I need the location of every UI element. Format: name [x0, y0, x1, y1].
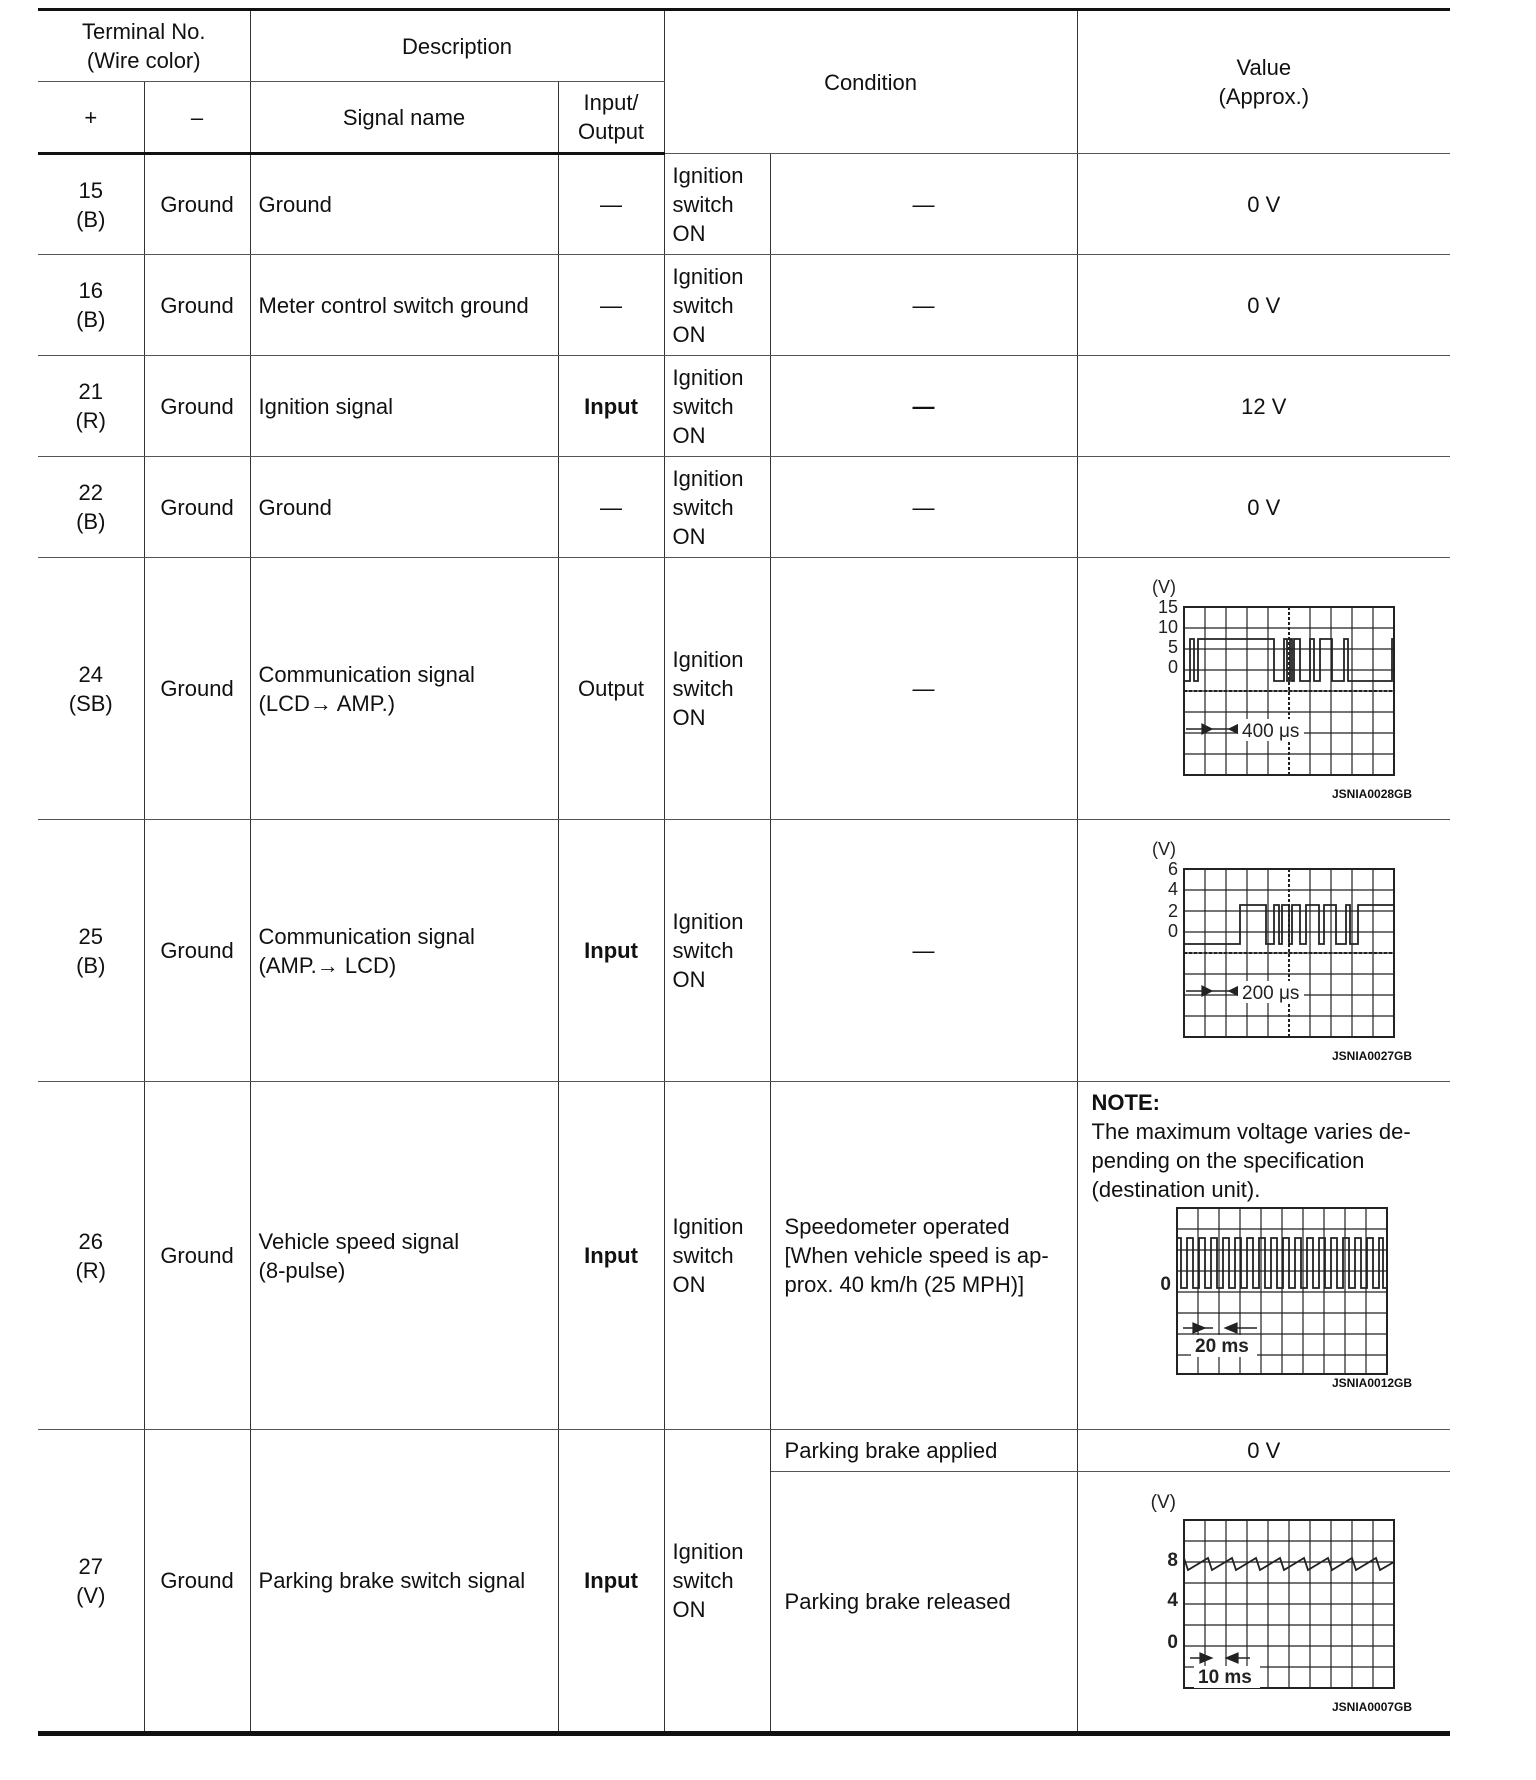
- ignition-cell: Ignition switch ON: [664, 255, 770, 356]
- terminal-cell: 27 (V): [38, 1430, 144, 1734]
- tick-label: 0: [1167, 920, 1178, 941]
- input-output-header: Input/ Output: [558, 82, 664, 154]
- figure-code: JSNIA0012GB: [1332, 1376, 1413, 1390]
- signal-name-cell: Vehicle speed signal (8-pulse): [250, 1082, 558, 1430]
- condition-cell: —: [770, 558, 1077, 820]
- condition-cell: Parking brake released: [770, 1472, 1077, 1734]
- tick-label: 0: [1167, 1631, 1178, 1653]
- condition-cell: Parking brake applied: [770, 1430, 1077, 1472]
- plus-header: +: [38, 82, 144, 154]
- io-cell: Input: [558, 820, 664, 1082]
- value-cell: [1077, 558, 1450, 820]
- signal-name-cell: Parking brake switch signal: [250, 1430, 558, 1734]
- tick-label: 10: [1157, 616, 1178, 637]
- table-row: [38, 457, 1450, 558]
- condition-cell: —: [770, 457, 1077, 558]
- axis-unit-label: (V): [1151, 838, 1176, 859]
- tick-label: 6: [1167, 858, 1178, 879]
- table-row: [38, 558, 1450, 820]
- axis-unit-label: (V): [1150, 1491, 1176, 1513]
- waveform-parking-brake: [1114, 1490, 1414, 1700]
- value-cell: 0 V: [1077, 1430, 1450, 1472]
- description-header: Description: [250, 10, 664, 82]
- tick-label: 2: [1167, 900, 1178, 921]
- signal-name-cell: Ignition signal: [250, 356, 558, 457]
- condition-cell: Speedometer operated [When vehicle speed is ap- prox. 40 km/h (25 MPH)]: [770, 1082, 1077, 1430]
- waveform-comm-lcd-amp: [1114, 577, 1414, 787]
- figure-code: JSNIA0028GB: [1332, 786, 1413, 801]
- terminal-cell: 16 (B): [38, 255, 144, 356]
- tick-label: 0: [1160, 1274, 1171, 1295]
- tick-label: 4: [1167, 1589, 1178, 1611]
- tick-label: 15: [1157, 596, 1178, 617]
- terminal-cell: 24 (SB): [38, 558, 144, 820]
- ignition-cell: Ignition switch ON: [664, 1082, 770, 1430]
- value-cell: 0 V: [1077, 457, 1450, 558]
- io-cell: —: [558, 255, 664, 356]
- io-cell: Input: [558, 1430, 664, 1734]
- value-cell: [1077, 820, 1450, 1082]
- value-cell: 12 V: [1077, 356, 1450, 457]
- table-row: [38, 255, 1450, 356]
- terminal-value-table: [38, 8, 1450, 1736]
- condition-cell: —: [770, 255, 1077, 356]
- table-row: [38, 820, 1450, 1082]
- io-cell: Output: [558, 558, 664, 820]
- ignition-cell: Ignition switch ON: [664, 154, 770, 255]
- signal-name-cell: Communication signal (AMP.→ LCD): [250, 820, 558, 1082]
- figure-code: JSNIA0027GB: [1332, 1048, 1413, 1063]
- time-scale-label: 400 μs: [1241, 720, 1300, 742]
- time-scale-label: 200 μs: [1241, 982, 1300, 1004]
- signal-name-cell: Ground: [250, 154, 558, 255]
- ignition-cell: Ignition switch ON: [664, 1430, 770, 1734]
- waveform-vehicle-speed: [1117, 1204, 1417, 1376]
- ground-cell: Ground: [144, 154, 250, 255]
- table-row: [38, 154, 1450, 255]
- table-row: [38, 1430, 1450, 1472]
- note-block: NOTE: The maximum voltage varies de- pending on the specification (destination unit).: [1091, 1090, 1411, 1202]
- value-cell: 0 V: [1077, 154, 1450, 255]
- value-cell: 0 V: [1077, 255, 1450, 356]
- minus-header: –: [144, 82, 250, 154]
- value-cell: [1077, 1472, 1450, 1734]
- terminal-cell: 26 (R): [38, 1082, 144, 1430]
- ground-cell: Ground: [144, 558, 250, 820]
- condition-cell: —: [770, 820, 1077, 1082]
- tick-label: 0: [1167, 656, 1178, 677]
- condition-cell: —: [770, 154, 1077, 255]
- terminal-cell: 25 (B): [38, 820, 144, 1082]
- io-cell: —: [558, 154, 664, 255]
- table-row: [38, 356, 1450, 457]
- figure-code: JSNIA0007GB: [1332, 1699, 1413, 1714]
- signal-name-header: Signal name: [250, 82, 558, 154]
- ground-cell: Ground: [144, 255, 250, 356]
- value-cell: [1077, 1082, 1450, 1430]
- io-cell: Input: [558, 1082, 664, 1430]
- time-scale-label: 20 ms: [1194, 1336, 1249, 1357]
- time-scale-label: 10 ms: [1197, 1666, 1252, 1688]
- ground-cell: Ground: [144, 820, 250, 1082]
- terminal-cell: 15 (B): [38, 154, 144, 255]
- terminal-cell: 21 (R): [38, 356, 144, 457]
- signal-name-cell: Communication signal (LCD→ AMP.): [250, 558, 558, 820]
- condition-cell: —: [770, 356, 1077, 457]
- signal-name-cell: Meter control switch ground: [250, 255, 558, 356]
- terminal-cell: 22 (B): [38, 457, 144, 558]
- ignition-cell: Ignition switch ON: [664, 558, 770, 820]
- tick-label: 8: [1167, 1549, 1178, 1571]
- axis-unit-label: (V): [1151, 576, 1176, 597]
- ground-cell: Ground: [144, 356, 250, 457]
- signal-name-cell: Ground: [250, 457, 558, 558]
- terminal-no-header: Terminal No. (Wire color): [38, 10, 250, 82]
- tick-label: 5: [1167, 636, 1178, 657]
- waveform-comm-amp-lcd: [1114, 839, 1414, 1049]
- io-cell: —: [558, 457, 664, 558]
- ignition-cell: Ignition switch ON: [664, 820, 770, 1082]
- condition-header: Condition: [664, 10, 1077, 154]
- ground-cell: Ground: [144, 1430, 250, 1734]
- ground-cell: Ground: [144, 1082, 250, 1430]
- ignition-cell: Ignition switch ON: [664, 457, 770, 558]
- io-cell: Input: [558, 356, 664, 457]
- value-header: Value (Approx.): [1077, 10, 1450, 154]
- tick-label: 4: [1167, 878, 1178, 899]
- ignition-cell: Ignition switch ON: [664, 356, 770, 457]
- table-row: [38, 1082, 1450, 1430]
- ground-cell: Ground: [144, 457, 250, 558]
